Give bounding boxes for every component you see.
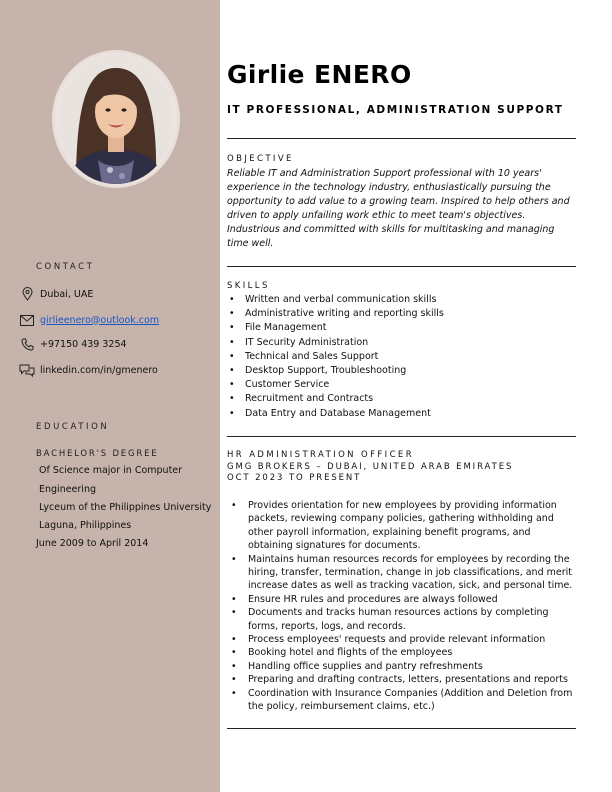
list-item: • File Management [229, 321, 569, 335]
list-item: • Preparing and drafting contracts, letters, presentations and reports [231, 673, 577, 686]
phone-text: +97150 439 3254 [40, 338, 127, 350]
list-item: • Ensure HR rules and procedures are always followed [231, 593, 577, 606]
divider-top [227, 138, 576, 139]
list-item: • Booking hotel and flights of the employees [231, 646, 577, 659]
linkedin-text[interactable]: linkedin.com/in/gmenero [40, 364, 158, 376]
school-name: Lyceum of the Philippines University [39, 502, 212, 513]
experience-dates: OCT 2023 TO PRESENT [227, 473, 362, 483]
location-pin-icon [19, 286, 35, 302]
chat-bubbles-icon [19, 362, 35, 378]
list-item: • Process employees' requests and provide relevant information [231, 633, 577, 646]
major-line-1: Of Science major in Computer [39, 465, 183, 476]
phone-icon [19, 336, 35, 352]
divider-objective [227, 266, 576, 267]
list-item: • Desktop Support, Troubleshooting [229, 364, 569, 378]
skills-heading: SKILLS [227, 281, 270, 291]
experience-role: HR ADMINISTRATION OFFICER [227, 450, 415, 460]
list-item: • Provides orientation for new employees by providing information packets, reviewing company policies, gathering withholding and other payroll information, explaining benefit programs, and obtaining signatures for documents. [231, 499, 577, 553]
sidebar [0, 0, 220, 792]
list-item: • Handling office supplies and pantry refreshments [231, 660, 577, 673]
job-title: IT PROFESSIONAL, ADMINISTRATION SUPPORT [227, 104, 564, 116]
objective-heading: OBJECTIVE [227, 154, 294, 164]
experience-company: GMG BROKERS – DUBAI, UNITED ARAB EMIRATES [227, 462, 514, 472]
email-link[interactable]: girlieenero@outlook.com [40, 314, 160, 326]
degree-title: BACHELOR'S DEGREE [36, 449, 159, 459]
school-location: Laguna, Philippines [39, 520, 132, 531]
contact-email [19, 312, 159, 328]
major-line-2: Engineering [39, 484, 96, 495]
list-item: • Customer Service [229, 378, 569, 392]
envelope-icon [19, 312, 35, 328]
contact-linkedin [19, 362, 158, 378]
divider-bottom [227, 728, 576, 729]
skills-list [229, 293, 569, 421]
contact-location [19, 286, 93, 302]
location-text: Dubai, UAE [40, 288, 94, 300]
education-heading: EDUCATION [36, 422, 110, 432]
list-item: • Data Entry and Database Management [229, 407, 569, 421]
list-item: • Documents and tracks human resources actions by completing forms, reports, logs, and records. [231, 606, 577, 633]
candidate-name: Girlie ENERO [227, 60, 412, 89]
list-item: • Recruitment and Contracts [229, 392, 569, 406]
divider-skills [227, 436, 576, 437]
list-item: • Technical and Sales Support [229, 350, 569, 364]
list-item: • Administrative writing and reporting skills [229, 307, 569, 321]
list-item: • Maintains human resources records for employees by recording the hiring, transfer, termination, change in job classifications, and merit increase dates as well as tracking vacation, sick, and personal time. [231, 553, 577, 593]
education-dates: June 2009 to April 2014 [36, 538, 149, 549]
list-item: • Coordination with Insurance Companies (Addition and Deletion from the policy, reimbursement claims, etc.) [231, 687, 577, 714]
list-item: • Written and verbal communication skills [229, 293, 569, 307]
objective-text: Reliable IT and Administration Support professional with 10 years' experience in the technology industry, enthusiastically pursuing the opportunity to add value to a growing team. Inspired to help others and driven to apply unfailing work ethic to meet team's objectives. Industrious and committed with skills for multitasking and managing time well. [227, 168, 570, 249]
list-item: • IT Security Administration [229, 336, 569, 350]
duties-list [231, 499, 577, 714]
contact-phone [19, 336, 127, 352]
profile-photo [58, 56, 174, 184]
contact-heading: CONTACT [36, 262, 95, 272]
